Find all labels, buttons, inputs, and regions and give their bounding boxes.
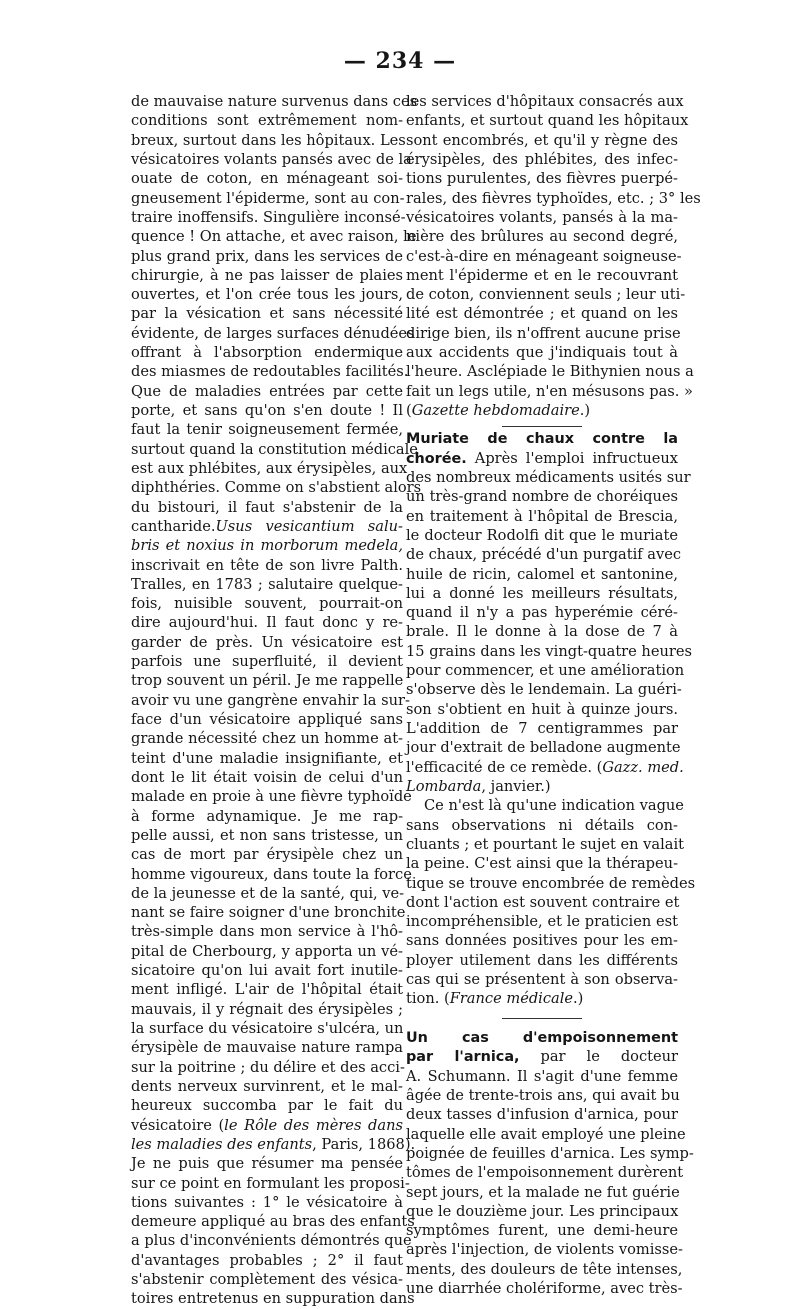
line-text: un très-grand nombre de choréiques — [406, 488, 678, 506]
line-text: porte, et sans qu'on s'en doute ! Il — [131, 402, 403, 419]
text-line — [131, 459, 408, 478]
line-text: dont le lit était voisin de celui d'un — [131, 768, 403, 786]
line-text: l'heure. Asclépiade le Bithynien nous a — [406, 363, 694, 381]
italic-text: Gazz. med. — [602, 758, 684, 776]
text-line — [131, 556, 403, 575]
line-text: brale. Il le donne à la dose de 7 à — [406, 623, 678, 641]
line-text: les services d'hôpitaux consacrés aux — [406, 93, 684, 110]
line-text: ment infligé. L'air de l'hôpital était — [131, 981, 403, 999]
italic-text: Lombarda — [406, 777, 482, 795]
italic-text: Usus vesicantium salu- — [215, 517, 403, 535]
line-text: avoir vu une gangrène envahir la sur- — [131, 691, 410, 709]
line-text: tique se trouve encombrée de remèdes — [406, 874, 696, 892]
line-text: quand il n'y a pas hyperémie céré- — [406, 604, 678, 622]
text-line — [131, 768, 403, 787]
italic-text: le Rôle des mères dans — [224, 1116, 403, 1134]
line-text: ment l'épiderme et en le recouvrant — [406, 266, 678, 284]
line-text: fois, nuisible souvent, pourrait-on — [131, 595, 403, 613]
line-text: d'avantages probables ; 2° il faut — [131, 1251, 403, 1269]
text-line — [131, 1289, 415, 1308]
text-line — [406, 584, 678, 603]
text-line — [406, 931, 678, 950]
text-line — [406, 1144, 694, 1163]
text-line — [131, 942, 403, 961]
line-text: lité est démontrée ; et quand on les — [406, 305, 678, 323]
line-text: a plus d'inconvénients démontrés que — [131, 1232, 412, 1250]
text-line — [131, 1231, 412, 1250]
line-text: pital de Cherbourg, y apporta un vé- — [131, 942, 403, 960]
line-text: demeure appliqué au bras des enfants — [131, 1213, 415, 1231]
line-text: huile de ricin, calomel et santonine, — [406, 565, 678, 583]
line-text: sans observations ni détails con- — [406, 816, 678, 834]
line-text: pelle aussi, et non sans tristesse, un — [131, 826, 403, 844]
text-line — [406, 449, 678, 468]
line-text: sicatoire qu'on lui avait fort inutile- — [131, 962, 403, 980]
line-text: surtout quand la constitution médicale — [131, 440, 418, 458]
text-line — [406, 719, 678, 738]
text-line — [131, 478, 422, 497]
text-line — [131, 189, 403, 208]
section-heading: Un cas d'empoisonnement — [406, 1030, 678, 1046]
line-text: Que de maladies entrées par cette — [131, 382, 403, 400]
text-line — [406, 777, 678, 796]
line-text: ( — [406, 402, 412, 419]
text-line — [131, 382, 403, 401]
line-text: grande nécessité chez un homme at- — [131, 730, 403, 748]
text-line — [406, 835, 685, 854]
text-line — [131, 1019, 403, 1038]
text-line — [131, 710, 403, 729]
line-text: trop souvent un péril. Je me rappelle — [131, 672, 404, 690]
line-text: gneusement l'épiderme, sont au con- — [131, 189, 405, 207]
text-line — [406, 1279, 683, 1298]
line-text: nière des brûlures au second degré, — [406, 228, 678, 246]
line-text: sur la poitrine ; du délire et des acci- — [131, 1058, 405, 1076]
text-line — [131, 1000, 403, 1019]
line-text: aux accidents que j'indiquais tout à — [406, 344, 678, 362]
line-text: , Paris, 1868). — [312, 1135, 416, 1153]
line-text: Tralles, en 1783 ; salutaire quelque- — [131, 575, 403, 593]
text-line — [406, 1086, 678, 1105]
line-text: ouate de coton, en ménageant soi- — [131, 170, 403, 188]
text-line — [406, 565, 678, 584]
text-line — [406, 1183, 678, 1202]
text-line — [131, 536, 403, 555]
line-text: traire inoffensifs. Singulière inconsé- — [131, 208, 406, 226]
line-text: symptômes furent, une demi-heure — [406, 1222, 678, 1240]
line-text: deux tasses d'infusion d'arnica, pour — [406, 1106, 678, 1124]
line-text: toires entretenus en suppuration dans — [131, 1290, 415, 1308]
text-line — [131, 266, 403, 285]
text-line — [406, 893, 678, 912]
line-text: en traitement à l'hôpital de Brescia, — [406, 507, 678, 525]
line-text: est aux phlébites, aux érysipèles, aux — [131, 459, 408, 477]
line-text: sont encombrés, et qu'il y règne des — [406, 131, 678, 149]
line-text: garder de près. Un vésicatoire est — [131, 633, 403, 651]
text-line — [131, 343, 403, 362]
text-line — [406, 1260, 683, 1279]
section-divider — [406, 420, 678, 429]
line-text: Je ne puis que résumer ma pensée — [131, 1155, 403, 1173]
text-line — [406, 266, 678, 285]
text-line — [406, 1067, 678, 1086]
line-text: cas de mort par érysipèle chez un — [131, 846, 403, 864]
page-number: — 234 — — [343, 48, 457, 74]
text-line — [131, 440, 418, 459]
text-line — [406, 680, 682, 699]
text-line — [406, 92, 684, 111]
line-text: enfants, et surtout quand les hôpitaux — [406, 112, 689, 130]
text-line — [131, 420, 403, 439]
line-text: sur ce point en formulant les proposi- — [131, 1174, 410, 1192]
line-text: le docteur Rodolfi dit que le muriate — [406, 526, 678, 544]
line-text: des miasmes de redoutables facilités. — [131, 363, 409, 381]
line-text: une diarrhée cholériforme, avec très- — [406, 1280, 683, 1298]
line-text: sans données positives pour les em- — [406, 932, 678, 950]
line-text: quence ! On attache, et avec raison, le — [131, 228, 417, 246]
text-line — [131, 652, 403, 671]
text-line — [131, 1096, 403, 1115]
text-line — [406, 189, 701, 208]
line-text: inscrivait en tête de son livre Palth. — [131, 556, 403, 574]
line-text: l'efficacité de ce remède. ( — [406, 758, 603, 776]
right-column — [406, 92, 701, 1298]
section-heading: par l'arnica, — [406, 1049, 520, 1066]
line-text: cluants ; et pourtant le sujet en valait — [406, 835, 685, 853]
text-line — [406, 487, 678, 506]
text-line — [406, 169, 678, 188]
line-text: sept jours, et la malade ne fut guérie — [406, 1183, 680, 1201]
text-line — [406, 382, 693, 401]
line-text: s'observe dès le lendemain. La guéri- — [406, 681, 682, 699]
text-line — [131, 1270, 403, 1289]
text-line — [406, 816, 678, 835]
text-line — [131, 169, 403, 188]
line-text: ployer utilement dans les différents — [406, 951, 678, 969]
text-line — [131, 807, 403, 826]
text-line — [406, 429, 678, 448]
line-text: face d'un vésicatoire appliqué sans — [131, 711, 403, 728]
line-text: tion. ( — [406, 990, 450, 1008]
text-line — [406, 324, 681, 343]
line-text: diphthéries. Comme on s'abstient alors — [131, 479, 422, 497]
section-heading: Muriate de chaux contre la — [406, 431, 678, 448]
left-column — [131, 92, 422, 1309]
text-line — [406, 989, 678, 1008]
line-text: heureux succomba par le fait du — [131, 1097, 403, 1115]
line-text: par le docteur — [519, 1048, 678, 1066]
line-text: jour d'extrait de belladone augmente — [406, 739, 681, 757]
italic-text: les maladies des enfants — [131, 1135, 313, 1153]
line-text: mauvais, il y régnait des érysipèles ; — [131, 1000, 403, 1018]
text-line — [131, 227, 417, 246]
text-line — [406, 468, 691, 487]
text-line — [131, 362, 409, 381]
line-text: par la vésication et sans nécessité — [131, 305, 403, 323]
text-line — [131, 903, 406, 922]
text-line — [406, 111, 689, 130]
text-line — [406, 661, 685, 680]
text-line — [406, 526, 678, 545]
text-line — [131, 575, 403, 594]
text-line — [406, 545, 682, 564]
text-line — [131, 1058, 403, 1077]
line-text: dire aujourd'hui. Il faut donc y re- — [131, 614, 403, 632]
line-text: dont l'action est souvent contraire et — [406, 893, 680, 911]
text-line — [406, 603, 678, 622]
line-text: érysipèle de mauvaise nature rampa — [131, 1039, 403, 1057]
line-text: tômes de l'empoisonnement durèrent — [406, 1164, 684, 1182]
text-line — [406, 401, 678, 420]
line-text: dents nerveux survinrent, et le mal- — [131, 1077, 403, 1095]
line-text: incompréhensible, et le praticien est — [406, 913, 678, 931]
line-text: tions suivantes : 1° le vésicatoire à — [131, 1193, 403, 1211]
text-line — [131, 1077, 403, 1096]
line-text: après l'injection, de violents vomisse- — [406, 1241, 683, 1259]
text-line — [406, 1240, 683, 1259]
text-line — [406, 970, 678, 989]
line-text: s'abstenir complètement des vésica- — [131, 1271, 403, 1289]
line-text: vésicatoires volants, pansés à la ma- — [406, 208, 678, 226]
text-line — [131, 1135, 416, 1154]
text-line — [406, 1125, 686, 1144]
text-line — [406, 1105, 678, 1124]
line-text: faut la tenir soigneusement fermée, — [131, 421, 403, 439]
text-line — [406, 758, 684, 777]
line-text: , janvier.) — [481, 777, 551, 795]
text-line — [406, 150, 678, 169]
line-text: très-simple dans mon service à l'hô- — [131, 923, 403, 941]
section-heading: chorée. — [406, 450, 467, 467]
line-text: laquelle elle avait employé une pleine — [406, 1125, 686, 1143]
line-text: breux, surtout dans les hôpitaux. Les — [131, 131, 406, 149]
text-line — [131, 922, 403, 941]
text-line — [406, 285, 686, 304]
text-line — [131, 961, 403, 980]
text-line — [131, 285, 403, 304]
text-line — [131, 247, 403, 266]
line-text: de coton, conviennent seuls ; leur uti- — [406, 286, 686, 304]
text-line — [406, 1028, 678, 1047]
text-line — [406, 1202, 678, 1221]
line-text: L'addition de 7 centigrammes par — [406, 720, 678, 737]
text-line — [131, 729, 403, 748]
line-text: la peine. C'est ainsi que la thérapeu- — [406, 855, 678, 873]
line-text: que le douzième jour. Les principaux — [406, 1202, 679, 1220]
section-divider — [406, 1009, 678, 1028]
text-line — [131, 865, 412, 884]
line-text: offrant à l'absorption endermique — [131, 344, 403, 362]
text-line — [131, 613, 403, 632]
line-text: plus grand prix, dans les services de — [131, 247, 403, 265]
text-line — [131, 594, 403, 613]
italic-text: bris et noxius in morborum medela, — [131, 537, 403, 555]
line-text: érysipèles, des phlébites, des infec- — [406, 150, 678, 168]
text-line — [131, 517, 403, 536]
line-text: de la jeunesse et de la santé, qui, ve- — [131, 884, 405, 902]
text-line — [406, 874, 696, 893]
line-text: homme vigoureux, dans toute la force — [131, 865, 412, 883]
text-line — [406, 622, 678, 641]
text-line — [131, 826, 403, 845]
text-line — [131, 884, 403, 903]
line-text: âgée de trente-trois ans, qui avait bu — [406, 1086, 680, 1104]
text-line — [131, 1193, 403, 1212]
text-line — [131, 1154, 403, 1173]
text-line — [406, 227, 678, 246]
line-text: .) — [573, 990, 584, 1008]
italic-text: Gazette hebdomadaire — [411, 402, 580, 419]
line-text: vésicatoire ( — [131, 1116, 225, 1134]
text-line — [131, 787, 412, 806]
line-text: teint d'une maladie insignifiante, et — [131, 749, 403, 767]
line-text: parfois une superfluité, il devient — [131, 653, 403, 671]
text-line — [131, 1251, 403, 1270]
line-text: chirurgie, à ne pas laisser de plaies — [131, 266, 403, 284]
line-text: lui a donné les meilleurs résultats, — [406, 584, 678, 602]
text-line — [406, 642, 692, 661]
line-text: 15 grains dans les vingt-quatre heures — [406, 642, 692, 660]
text-line — [131, 633, 403, 652]
text-line — [406, 1221, 678, 1240]
line-text: Ce n'est là qu'une indication vague — [424, 797, 684, 815]
line-text: de mauvaise nature survenus dans ces — [131, 93, 418, 110]
line-text: conditions sont extrêmement nom- — [131, 112, 403, 130]
text-line — [131, 498, 403, 517]
text-line — [131, 1038, 403, 1057]
line-text: cantharide. — [131, 517, 216, 535]
text-line — [406, 247, 682, 266]
line-text: son s'obtient en huit à quinze jours. — [406, 700, 678, 718]
line-text: dirige bien, ils n'offrent aucune prise — [406, 324, 681, 342]
line-text: A. Schumann. Il s'agit d'une femme — [406, 1067, 678, 1085]
line-text: de chaux, précédé d'un purgatif avec — [406, 546, 682, 564]
text-line — [131, 691, 410, 710]
line-text: Après l'emploi infructueux — [466, 449, 678, 467]
text-line — [131, 131, 406, 150]
line-text: vésicatoires volants pansés avec de la — [131, 150, 412, 168]
text-line — [131, 1174, 410, 1193]
italic-text: France médicale — [449, 990, 574, 1008]
line-text: malade en proie à une fièvre typhoïde — [131, 788, 412, 806]
line-text: ments, des douleurs de tête intenses, — [406, 1260, 683, 1278]
line-text: c'est-à-dire en ménageant soigneuse- — [406, 247, 682, 265]
line-text: du bistouri, il faut s'abstenir de la — [131, 498, 403, 516]
text-line — [406, 208, 678, 227]
line-text: rales, des fièvres typhoïdes, etc. ; 3° les — [406, 189, 701, 207]
text-line — [406, 738, 681, 757]
text-line — [406, 507, 678, 526]
line-text: poignée de feuilles d'arnica. Les symp- — [406, 1144, 694, 1162]
text-line — [131, 749, 403, 768]
line-text: à forme adynamique. Je me rap- — [131, 807, 403, 825]
text-line — [406, 362, 694, 381]
text-line — [406, 1163, 684, 1182]
line-text: évidente, de larges surfaces dénudées — [131, 324, 415, 342]
line-text: ouvertes, et l'on crée tous les jours, — [131, 286, 403, 304]
line-text: .) — [579, 402, 591, 419]
line-text: pour commencer, et une amélioration — [406, 662, 685, 680]
text-line — [406, 304, 678, 323]
text-line — [131, 401, 403, 420]
line-text: nant se faire soigner d'une bronchite — [131, 904, 406, 922]
line-text: tions purulentes, des fièvres puerpé- — [406, 170, 678, 188]
text-line — [131, 845, 403, 864]
line-text: la surface du vésicatoire s'ulcéra, un — [131, 1020, 404, 1037]
text-line — [406, 343, 678, 362]
text-line — [131, 1116, 403, 1135]
text-line — [131, 980, 403, 999]
text-line — [131, 671, 403, 690]
text-line — [406, 131, 678, 150]
line-text: cas qui se présentent à son observa- — [406, 971, 678, 989]
text-line — [131, 324, 415, 343]
text-line — [406, 796, 684, 815]
line-text: fait un legs utile, n'en mésusons pas. » — [406, 382, 693, 400]
text-line — [406, 700, 678, 719]
text-line — [406, 854, 678, 873]
text-line — [131, 1212, 415, 1231]
text-line — [131, 150, 412, 169]
text-line — [131, 92, 418, 111]
text-line — [131, 304, 403, 323]
text-line — [406, 912, 678, 931]
line-text: des nombreux médicaments usités sur — [406, 468, 691, 486]
text-line — [131, 111, 403, 130]
text-line — [131, 208, 406, 227]
text-line — [406, 951, 678, 970]
text-line — [406, 1047, 678, 1066]
